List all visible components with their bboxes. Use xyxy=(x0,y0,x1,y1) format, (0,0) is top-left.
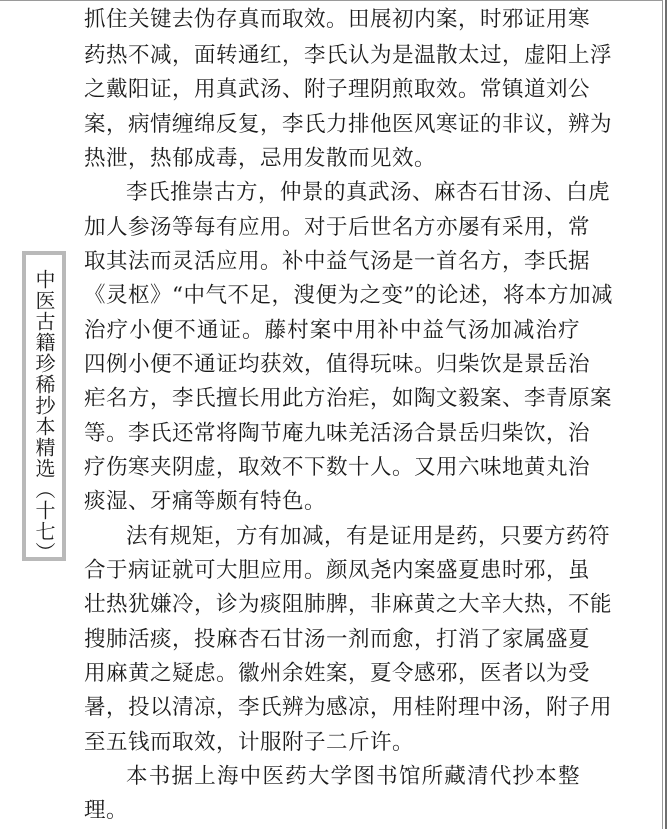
body-line: 《灵枢》“中气不足，溲便为之变”的论述，将本方加减 xyxy=(84,283,613,308)
paragraph-first-line: 李氏推崇古方，仲景的真武汤、麻杏石甘汤、白虎 xyxy=(126,180,611,205)
body-line: 至五钱而取效，计服附子二斤许。 xyxy=(84,730,415,755)
body-line: 等。李氏还常将陶节庵九味羌活汤合景岳归柴饮，治 xyxy=(84,421,591,446)
body-line: 痰湿、牙痛等颇有特色。 xyxy=(84,489,327,514)
body-line: 四例小便不通证均获效，值得玩味。归柴饮是景岳治 xyxy=(84,352,591,377)
body-line: 药热不减，面转通红，李氏认为是温散太过，虚阳上浮 xyxy=(84,43,613,68)
body-line: 之戴阳证，用真武汤、附子理阴煎取效。常镇道刘公 xyxy=(84,77,591,102)
body-line: 疗伤寒夹阴虚，取效不下数十人。又用六味地黄丸治 xyxy=(84,455,591,480)
body-line: 用麻黄之疑虑。徽州余姓案，夏令感邪，医者以为受 xyxy=(84,661,591,686)
body-line: 暑，投以清凉，李氏辨为感凉，用桂附理中汤，附子用 xyxy=(84,695,613,720)
body-line: 治疗小便不通证。藤村案中用补中益气汤加减治疗 xyxy=(84,318,580,343)
body-line: 合于病证就可大胆应用。颜凤尧内案盛夏患时邪，虽 xyxy=(84,558,591,583)
body-line: 热泄，热郁成毒，忌用发散而见效。 xyxy=(84,146,437,171)
series-title-tab-inner xyxy=(26,255,62,563)
body-line: 理。 xyxy=(84,798,129,823)
body-line: 取其法而灵活应用。补中益气汤是一首名方，李氏据 xyxy=(84,249,591,274)
body-line: 案，病情缠绵反复，李氏力排他医风寒证的非议，辨为 xyxy=(84,112,613,137)
page-border-top xyxy=(0,0,663,1)
body-line: 疟名方，李氏擅长用此方治疟，如陶文毅案、李青原案 xyxy=(84,386,613,411)
paragraph-first-line: 本书据上海中医药大学图书馆所藏清代抄本整 xyxy=(126,764,580,789)
body-line: 抓住关键去伪存真而取效。田展初内案，时邪证用寒 xyxy=(84,7,591,32)
body-line: 壮热犹嫌冷，诊为痰阻肺脾，非麻黄之大辛大热，不能 xyxy=(84,592,613,617)
series-title-tab xyxy=(22,251,66,561)
paragraph-first-line: 法有规矩，方有加减，有是证用是药，只要方药符 xyxy=(126,524,611,549)
body-line: 搜肺活痰，投麻杏石甘汤一剂而愈，打消了家属盛夏 xyxy=(84,627,591,652)
page-border-right xyxy=(662,0,663,829)
series-title: 中医古籍珍稀抄本精选（十七） xyxy=(32,269,56,563)
body-line: 加人参汤等每有应用。对于后世名方亦屡有采用，常 xyxy=(84,215,591,240)
